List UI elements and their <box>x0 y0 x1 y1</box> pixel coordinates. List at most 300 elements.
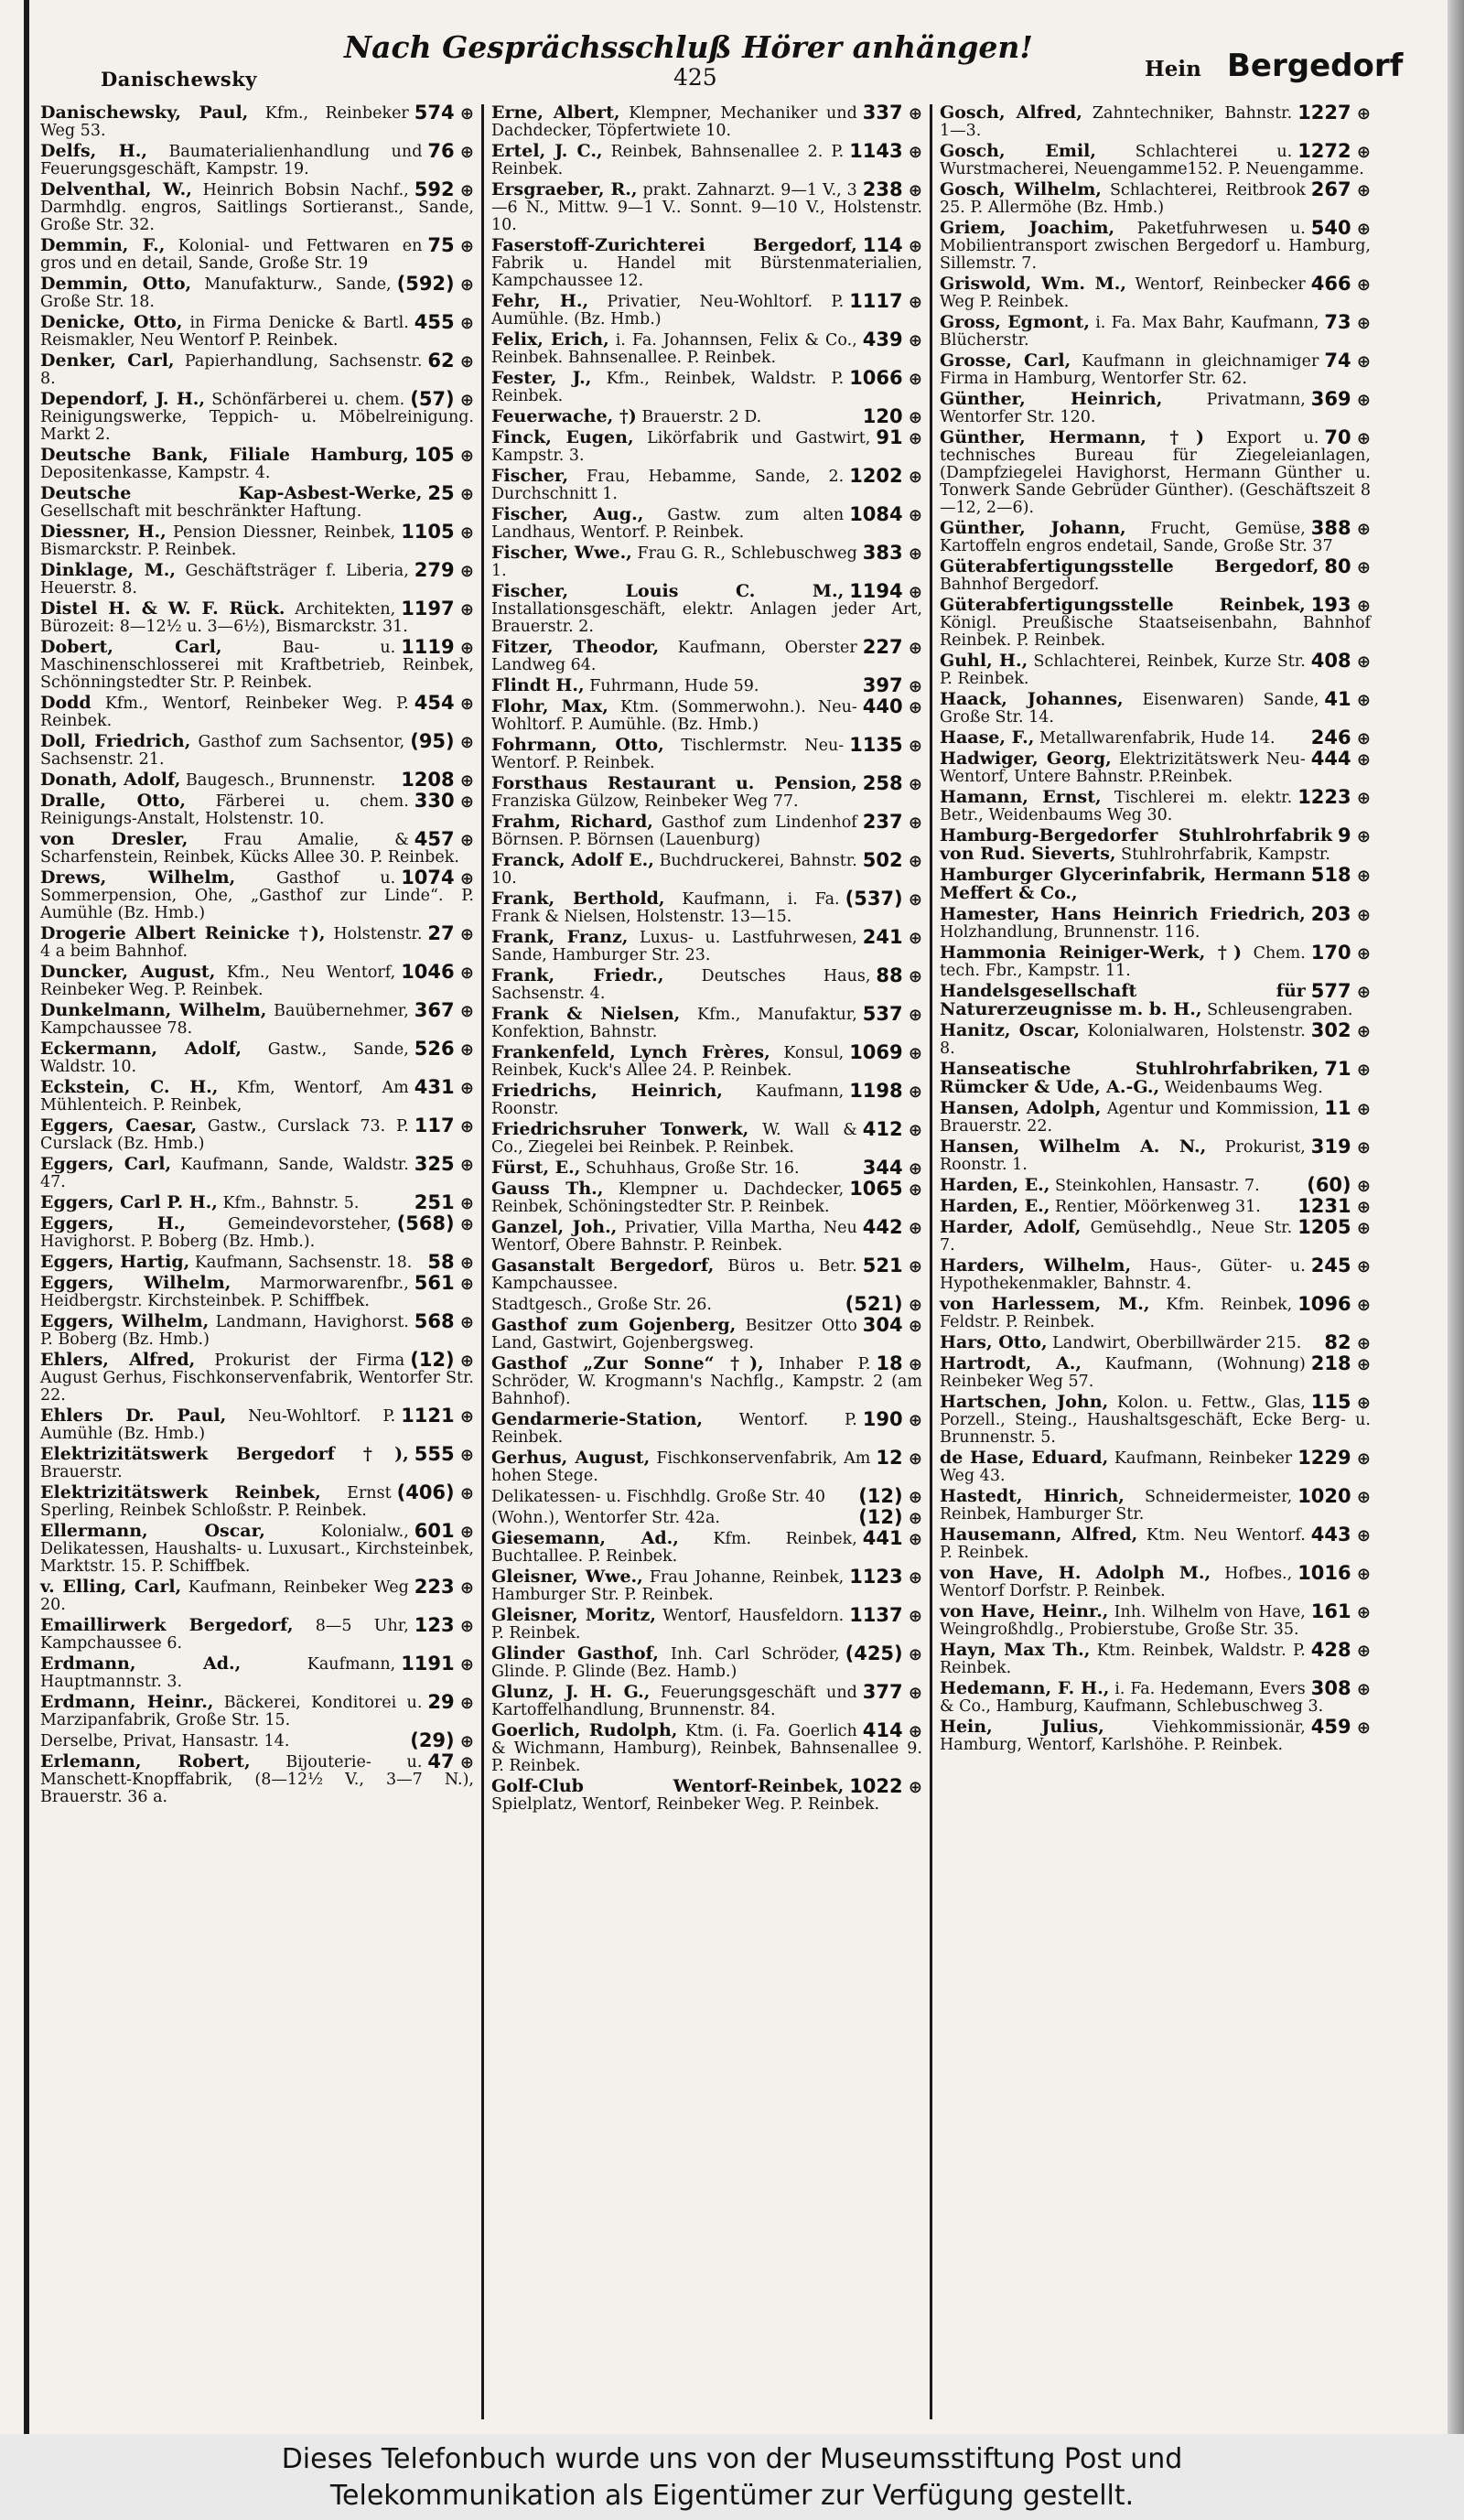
entry-name: Dodd <box>40 693 92 713</box>
directory-entry <box>491 964 922 1003</box>
directory-entry <box>40 178 474 234</box>
entry-name: Grosse, Carl, <box>940 350 1071 371</box>
entry-name: Günther, Heinrich, <box>940 389 1163 409</box>
entry-name: Fischer, Louis C. M., <box>491 581 845 601</box>
entry-details: Elektrizitätswerk Neu-Wentorf, Untere Bahnstr. P.Reinbek. <box>940 750 1306 786</box>
entry-details: Likörfabrik und Gastwirt, Kampstr. 3. <box>491 429 871 465</box>
directory-entry <box>40 771 474 790</box>
phone-number: 245 ⊕ <box>1306 1257 1371 1276</box>
entry-name: Gasanstalt Bergedorf, <box>491 1255 715 1276</box>
entry-details: Privatmann, Wentorfer Str. 120. <box>940 391 1306 426</box>
entry-name: Fohrmann, Otto, <box>491 735 664 755</box>
phone-number: 80 ⊕ <box>1319 558 1371 576</box>
phone-number: 412 ⊕ <box>857 1121 922 1139</box>
entry-details: Fischkonservenfabrik, Am hohen Stege. <box>491 1449 871 1485</box>
directory-entry <box>940 1019 1371 1058</box>
entry-name: Danischewsky, Paul, <box>40 104 249 123</box>
directory-entry <box>491 1568 922 1604</box>
directory-entry <box>491 503 922 542</box>
directory-entry <box>940 275 1371 311</box>
phone-number: (521) ⊕ <box>840 1296 922 1314</box>
phone-number: 325 ⊕ <box>409 1156 474 1174</box>
entry-details: Gasthof zum Sachsentor, Sachsenstr. 21. <box>40 733 405 769</box>
entry-details: Kfm., Neu Wentorf, Reinbeker Weg. P. Reinbek. <box>40 964 396 999</box>
directory-entry <box>491 1681 922 1719</box>
entry-name: Hars, Otto, <box>940 1332 1048 1352</box>
phone-number: 444 ⊕ <box>1306 750 1371 769</box>
entry-name: Gleisner, Moritz, <box>491 1605 656 1625</box>
directory-entry <box>940 352 1371 388</box>
directory-entry <box>940 1257 1371 1293</box>
phone-number: 203 ⊕ <box>1306 906 1371 924</box>
phone-number: 439 ⊕ <box>857 331 922 350</box>
entry-name: Doll, Friedrich, <box>40 731 191 751</box>
directory-entry <box>40 1481 474 1520</box>
phone-number: 241 ⊕ <box>857 929 922 947</box>
directory-entry <box>491 140 922 178</box>
phone-number: 238 ⊕ <box>857 181 922 199</box>
directory-entry <box>940 1097 1371 1136</box>
entry-name: Golf-Club Wentorf-Reinbek, <box>491 1776 845 1796</box>
entry-details: Pension Diessner, Reinbek, Bismarckstr. P. Reinbek. <box>40 523 396 559</box>
entry-details: Kaufmann, Reinbeker Weg 43. <box>940 1449 1293 1485</box>
phone-number: 408 ⊕ <box>1306 652 1371 671</box>
entry-name: Ersgraeber, R., <box>491 179 638 199</box>
directory-entry <box>40 1614 474 1653</box>
entry-details: Kfm., Reinbek, Waldstr. P. Reinbek. <box>491 370 845 405</box>
directory-entry <box>940 1391 1371 1447</box>
phone-number: 25 ⊕ <box>422 485 474 503</box>
entry-details: Papierhandlung, Sachsenstr. 8. <box>40 352 423 388</box>
entry-details: Tischlermstr. Neu-Wentorf. P. Reinbek. <box>491 737 845 772</box>
phone-number: 1117 ⊕ <box>844 293 922 311</box>
directory-entry <box>491 290 922 328</box>
directory-entry <box>491 1775 922 1814</box>
directory-entry <box>40 692 474 730</box>
entry-details: Privatier, Neu-Wohltorf. P. Aumühle. (Bz. Hmb.) <box>491 293 845 328</box>
phone-number: 466 ⊕ <box>1306 275 1371 294</box>
entry-name: Griswold, Wm. M., <box>940 274 1126 294</box>
entry-details: Feuerungsgeschäft und Kartoffelhandlung, Brunnenstr. 84. <box>491 1684 857 1719</box>
entry-details: Eisenwaren) Sande, Große Str. 14. <box>940 691 1319 727</box>
phone-number: 457 ⊕ <box>409 831 474 849</box>
entry-name: Franck, Adolf E., <box>491 850 654 870</box>
footer-note <box>0 2434 1464 2520</box>
directory-entry <box>40 104 474 140</box>
entry-details: Kfm. Reinbek, Buchtallee. P. Reinbek. <box>491 1530 857 1566</box>
entry-name: Elektrizitätswerk Reinbek, <box>40 1482 321 1502</box>
entry-name: Eckstein, C. H., <box>40 1077 219 1097</box>
entry-details: Ktm. Reinbek, Waldstr. P. Reinbek. <box>940 1642 1306 1677</box>
entry-details: Agentur und Kommission, Brauerstr. 22. <box>940 1100 1319 1136</box>
directory-entry <box>491 772 922 811</box>
phone-number: 377 ⊕ <box>857 1684 922 1702</box>
directory-entry <box>940 104 1371 140</box>
entry-details: Kolon. u. Fettw., Glas, Porzell., Steing., Haushaltsgeschäft, Ecke Berg- u. Brunnenstr. 5. <box>940 1394 1371 1447</box>
phone-number: 526 ⊕ <box>409 1040 474 1059</box>
phone-number: 71 ⊕ <box>1319 1061 1371 1079</box>
directory-entry <box>491 636 922 674</box>
entry-name: Fitzer, Theodor, <box>491 637 660 657</box>
entry-name: Hansen, Wilhelm A. N., <box>940 1136 1207 1157</box>
entry-details: Steinkohlen, Hansastr. 7. <box>1054 1177 1260 1195</box>
entry-name: Deutsche Kap-Asbest-Werke, <box>40 483 423 503</box>
entry-name: Giesemann, Ad., <box>491 1528 679 1548</box>
phone-number: 1022 ⊕ <box>844 1778 922 1796</box>
entry-name: Deutsche Bank, Filiale Hamburg, <box>40 445 409 465</box>
entry-details: Kaufmann, Oberster Landweg 64. <box>491 639 857 674</box>
entry-details: Frau, Hebamme, Sande, 2. Durchschnitt 1. <box>491 468 845 503</box>
directory-entry <box>40 1212 474 1251</box>
entry-details: Bijouterie- u. Manschett-Knopffabrik, (8—12½ V., 3—7 N.), Brauerstr. 36 a. <box>40 1753 474 1806</box>
entry-name: Hanitz, Oscar, <box>940 1020 1081 1040</box>
entry-name: Hamester, Hans Heinrich Friedrich, <box>940 904 1306 924</box>
entry-name: Dependorf, J. H., <box>40 389 206 409</box>
entry-name: Hausemann, Alfred, <box>940 1524 1138 1545</box>
entry-name: Gosch, Emil, <box>940 141 1097 161</box>
entry-name: Hamburg-Bergedorfer Stuhlrohrfabrik von Rud. Sieverts, <box>940 825 1333 864</box>
phone-number: 442 ⊕ <box>857 1219 922 1237</box>
entry-details: Zahntechniker, Bahnstr. 1—3. <box>940 104 1293 140</box>
entry-details: Privatier, Villa Martha, Neu Wentorf, Obere Bahnstr. P. Reinbek. <box>491 1219 857 1255</box>
entry-details: Marmorwarenfbr., Heidbergstr. Kirchsteinbek. P. Schiffbek. <box>40 1275 409 1310</box>
directory-entry <box>491 1506 922 1528</box>
directory-entry <box>940 388 1371 426</box>
entry-name: Gross, Egmont, <box>940 312 1090 332</box>
phone-number: (12) ⊕ <box>853 1509 922 1527</box>
entry-details: Gasthof zum Lindenhof Börnsen. P. Börnsen (Lauenburg) <box>491 813 857 849</box>
directory-entry <box>940 1058 1371 1097</box>
directory-entry <box>940 1174 1371 1196</box>
entry-details: Viehkommissionär, Hamburg, Wentorf, Karlshöhe. P. Reinbek. <box>940 1718 1306 1754</box>
directory-entry <box>491 465 922 503</box>
directory-entry <box>940 824 1371 864</box>
entry-details: Inh. Carl Schröder, Glinde. P. Glinde (Bez. Hamb.) <box>491 1645 840 1681</box>
page-number: 425 <box>673 64 717 91</box>
entry-name: Goerlich, Rudolph, <box>491 1720 678 1740</box>
entry-name: Demmin, F., <box>40 235 166 255</box>
entry-details: (Wohn.), Wentorfer Str. 42a. <box>491 1509 720 1527</box>
directory-entry <box>40 730 474 769</box>
entry-name: Flindt H., <box>491 675 585 695</box>
entry-details: Holstenstr. 4 a beim Bahnhof. <box>40 925 423 961</box>
entry-name: Haase, F., <box>940 727 1035 748</box>
entry-name: Haack, Johannes, <box>940 689 1124 709</box>
entry-name: Fürst, E., <box>491 1158 581 1178</box>
directory-entry <box>40 1691 474 1729</box>
phone-number: (95) ⊕ <box>404 733 474 751</box>
directory-entry <box>40 1272 474 1310</box>
entry-name: Friedrichsruher Tonwerk, <box>491 1119 749 1139</box>
phone-number: 75 ⊕ <box>422 237 474 255</box>
entry-details: Schlachterei u. Wurstmacherei, Neuengamme152. P. Neuengamme. <box>940 143 1364 178</box>
entry-name: Harders, Wilhelm, <box>940 1255 1132 1276</box>
phone-number: 1191 ⊕ <box>395 1655 474 1674</box>
phone-number: (592) ⊕ <box>392 275 474 294</box>
directory-entry <box>40 1251 474 1273</box>
entry-name: Distel H. & W. F. Rück. <box>40 598 285 619</box>
entry-name: Gasthof „Zur Sonne“ †), <box>491 1353 764 1373</box>
directory-entry <box>940 1600 1371 1639</box>
phone-number: 344 ⊕ <box>857 1159 922 1178</box>
phone-number: 1143 ⊕ <box>844 143 922 161</box>
directory-entry <box>40 1040 474 1076</box>
entry-name: Delventhal, W., <box>40 179 192 199</box>
phone-number: (12) ⊕ <box>404 1352 474 1370</box>
entry-details: Gastw., Sande, Waldstr. 10. <box>40 1040 409 1076</box>
entry-details: Haus-, Güter- u. Hypothekenmakler, Bahnstr. 4. <box>940 1257 1306 1293</box>
entry-details: Bauübernehmer, Kampchaussee 78. <box>40 1002 409 1038</box>
phone-number: 337 ⊕ <box>857 104 922 123</box>
entry-name: Erlemann, Robert, <box>40 1751 251 1772</box>
entry-name: Harden, E., <box>940 1175 1050 1195</box>
entry-name: v. Elling, Carl, <box>40 1577 182 1597</box>
entry-details: i. Fa. Max Bahr, Kaufmann, Blücherstr. <box>940 314 1319 350</box>
phone-number: 574 ⊕ <box>409 104 474 123</box>
entry-details: Kolonialw., Delikatessen, Haushalts- u. Luxusart., Kirchsteinbek, Marktstr. 15. P. Schiffbek. <box>40 1523 474 1576</box>
entry-details: Rentier, Möörkenweg 31. <box>1054 1198 1261 1216</box>
entry-name: Glinder Gasthof, <box>491 1643 659 1664</box>
phone-number: 308 ⊕ <box>1306 1680 1371 1698</box>
entry-details: Wentorf, Reinbecker Weg P. Reinbek. <box>940 275 1306 311</box>
entry-details: Gemeindevorsteher, Havighorst. P. Boberg (Bz. Hmb.). <box>40 1215 392 1251</box>
directory-entry <box>491 813 922 849</box>
directory-entry <box>491 426 922 465</box>
entry-name: Fischer, Wwe., <box>491 543 632 563</box>
phone-number: 27 ⊕ <box>422 925 474 943</box>
phone-number: 1121 ⊕ <box>395 1407 474 1426</box>
directory-entry <box>40 523 474 559</box>
entry-name: Elektrizitätswerk Bergedorf †), <box>40 1444 409 1464</box>
entry-details: Gasthof u. Sommerpension, Ohe, „Gasthof zur Linde“. P. Aumühle (Bz. Hmb.) <box>40 869 474 922</box>
directory-entry <box>940 729 1371 748</box>
entry-details: Kfm., Bahnstr. 5. <box>222 1194 360 1212</box>
phone-number: 223 ⊕ <box>409 1578 474 1597</box>
header-town: Bergedorf <box>1227 48 1404 84</box>
phone-number: 237 ⊕ <box>857 813 922 832</box>
entry-name: Hammonia Reiniger-Werk, †) <box>940 942 1242 963</box>
entry-details: Installationsgeschäft, elektr. Anlagen jeder Art, Brauerstr. 2. <box>491 600 922 636</box>
directory-entry <box>940 1718 1371 1754</box>
phone-number: 1198 ⊕ <box>844 1082 922 1101</box>
entry-name: Erdmann, Heinr., <box>40 1692 214 1712</box>
directory-columns <box>33 104 1378 2419</box>
entry-details: Bäckerei, Konditorei u. Marzipanfabrik, Große Str. 15. <box>40 1694 423 1729</box>
entry-name: Denker, Carl, <box>40 350 175 371</box>
entry-name: Dralle, Otto, <box>40 791 186 811</box>
entry-details: prakt. Zahnarzt. 9—1 V., 3—6 N., Mittw. 9—1 V.. Sonnt. 9—10 V., Holstenstr. 10. <box>491 181 922 234</box>
phone-number: 9 ⊕ <box>1332 827 1371 845</box>
phone-number: 1229 ⊕ <box>1292 1449 1371 1468</box>
entry-details: Kfm, Wentorf, Am Mühlenteich. P. Reinbek, <box>40 1079 409 1115</box>
directory-entry <box>491 1082 922 1118</box>
directory-entry <box>491 1293 922 1315</box>
directory-entry <box>40 922 474 961</box>
entry-details: Holzhandlung, Brunnenstr. 116. <box>940 923 1200 942</box>
phone-number: 1065 ⊕ <box>844 1180 922 1199</box>
entry-name: Eggers, Caesar, <box>40 1115 198 1136</box>
phone-number: 258 ⊕ <box>857 775 922 793</box>
entry-details: Schuhhaus, Große Str. 16. <box>585 1159 800 1178</box>
directory-entry <box>491 367 922 405</box>
entry-details: Luxus- u. Lastfuhrwesen, Sande, Hamburger Str. 23. <box>491 929 857 964</box>
entry-name: Güterabfertigungsstelle Bergedorf, <box>940 556 1319 576</box>
phone-number: 414 ⊕ <box>857 1722 922 1740</box>
phone-number: 1272 ⊕ <box>1292 143 1371 161</box>
directory-entry <box>491 234 922 290</box>
phone-number: 302 ⊕ <box>1306 1022 1371 1040</box>
directory-entry <box>40 828 474 867</box>
phone-number: 428 ⊕ <box>1306 1642 1371 1660</box>
directory-entry <box>40 1191 474 1213</box>
entry-details: Hofbes., Wentorf Dorfstr. P. Reinbek. <box>940 1565 1293 1600</box>
directory-entry <box>40 444 474 482</box>
entry-details: i. Fa. Johannsen, Felix & Co., Reinbek. Bahnsenallee. P. Reinbek. <box>491 331 857 367</box>
phone-number: 251 ⊕ <box>409 1194 474 1212</box>
entry-details: Chem. tech. Fbr., Kampstr. 11. <box>940 944 1306 980</box>
entry-name: Gosch, Wilhelm, <box>940 179 1102 199</box>
entry-name: Günther, Johann, <box>940 518 1126 538</box>
entry-details: Konsul, Reinbek, Kuck's Allee 24. P. Reinbek. <box>491 1044 845 1080</box>
entry-details: Kaufmann in gleichnamiger Firma in Hamburg, Wentorfer Str. 62. <box>940 352 1319 388</box>
entry-details: Kfm., Reinbeker Weg 53. <box>40 104 409 140</box>
entry-name: Eggers, Wilhelm, <box>40 1273 231 1293</box>
directory-entry <box>491 1449 922 1485</box>
entry-name: von Have, Heinr., <box>940 1601 1109 1621</box>
entry-details: Kolonialwaren, Holstenstr. 8. <box>940 1022 1306 1058</box>
directory-entry <box>491 695 922 734</box>
entry-name: Fischer, Aug., <box>491 504 644 524</box>
entry-name: Flohr, Max, <box>491 696 608 716</box>
entry-name: de Hase, Eduard, <box>940 1448 1109 1468</box>
phone-number: 190 ⊕ <box>857 1411 922 1429</box>
directory-entry <box>40 311 474 350</box>
directory-entry <box>940 1526 1371 1562</box>
phone-number: 540 ⊕ <box>1306 220 1371 238</box>
entry-details: Prokurist, Roonstr. 1. <box>940 1138 1306 1174</box>
entry-name: Eggers, H., <box>40 1213 186 1233</box>
directory-entry <box>940 1293 1371 1331</box>
phone-number: 267 ⊕ <box>1306 181 1371 199</box>
phone-number: 431 ⊕ <box>409 1079 474 1097</box>
directory-entry <box>40 388 474 444</box>
phone-number: 58 ⊕ <box>422 1254 474 1272</box>
entry-details: Inh. Wilhelm von Have, Weingroßhdlg., Probierstube, Große Str. 35. <box>940 1603 1306 1639</box>
directory-entry <box>940 688 1371 727</box>
directory-entry <box>40 1076 474 1115</box>
entry-name: Ehlers, Alfred, <box>40 1350 196 1370</box>
entry-name: Eggers, Hartig, <box>40 1252 190 1272</box>
entry-name: Dunkelmann, Wilhelm, <box>40 1000 267 1020</box>
entry-details: Deutsches Haus, Sachsenstr. 4. <box>491 967 871 1003</box>
entry-details: Depositenkasse, Kampstr. 4. <box>40 464 271 482</box>
phone-number: 1123 ⊕ <box>844 1568 922 1587</box>
entry-name: Friedrichs, Heinrich, <box>491 1081 723 1101</box>
entry-name: Guhl, H., <box>940 651 1028 671</box>
entry-name: Fischer, <box>491 466 569 486</box>
phone-number: 455 ⊕ <box>409 314 474 332</box>
directory-entry <box>491 926 922 964</box>
entry-details: Königl. Preußische Staatseisenbahn, Bahnhof Reinbek. P. Reinbek. <box>940 614 1371 650</box>
directory-entry <box>491 1408 922 1447</box>
entry-name: Harden, E., <box>940 1196 1050 1216</box>
entry-details: Tischlerei m. elektr. Betr., Weidenbaums Weg 30. <box>940 789 1293 824</box>
directory-entry <box>491 1003 922 1041</box>
phone-number: 1105 ⊕ <box>395 523 474 542</box>
directory-entry <box>40 792 474 828</box>
directory-entry <box>940 1639 1371 1677</box>
entry-name: Drews, Wilhelm, <box>40 867 236 888</box>
entry-details: Frau Amalie, & Scharfenstein, Reinbek, Kücks Allee 30. P. Reinbek. <box>40 831 459 867</box>
phone-number: 1066 ⊕ <box>844 370 922 388</box>
entry-details: Bahnhof Bergedorf. <box>940 576 1100 594</box>
directory-entry <box>40 636 474 692</box>
entry-name: Diessner, H., <box>40 522 167 542</box>
directory-entry <box>491 1041 922 1080</box>
phone-number: 537 ⊕ <box>857 1006 922 1024</box>
directory-entry <box>40 1349 474 1405</box>
entry-name: Hartschen, John, <box>940 1392 1109 1412</box>
directory-entry <box>40 559 474 598</box>
phone-number: 1096 ⊕ <box>1292 1296 1371 1314</box>
entry-name: Günther, Hermann, †) <box>940 427 1205 447</box>
entry-details: Heinrich Bobsin Nachf., Darmhdlg. engros, Saitlings Sortieranst., Sande, Große Str. 32. <box>40 181 474 234</box>
entry-details: Frucht, Gemüse, Kartoffeln engros endetail, Sande, Große Str. 37 <box>940 520 1333 555</box>
directory-entry <box>940 1485 1371 1524</box>
phone-number: 555 ⊕ <box>409 1446 474 1464</box>
entry-name: Gasthof zum Gojenberg, <box>491 1315 737 1335</box>
phone-number: 441 ⊕ <box>857 1530 922 1548</box>
entry-details: Kaufmann, Hauptmannstr. 3. <box>40 1655 396 1691</box>
entry-name: Fester, J., <box>491 368 592 388</box>
directory-entry <box>40 1750 474 1806</box>
entry-details: Frau Johanne, Reinbek, Hamburger Str. P. Reinbek. <box>491 1568 845 1604</box>
phone-number: 91 ⊕ <box>870 429 922 447</box>
phone-number: 1074 ⊕ <box>395 869 474 888</box>
page-header <box>33 26 1404 99</box>
entry-name: Emaillirwerk Bergedorf, <box>40 1615 294 1635</box>
entry-name: Hamann, Ernst, <box>940 787 1102 807</box>
footer-line-1: Dieses Telefonbuch wurde uns von der Museumsstiftung Post und <box>281 2443 1183 2475</box>
directory-entry <box>491 328 922 367</box>
phone-number: 601 ⊕ <box>409 1523 474 1541</box>
phone-number: 440 ⊕ <box>857 698 922 716</box>
entry-name: Glunz, J. H. G., <box>491 1682 651 1702</box>
directory-entry <box>40 1578 474 1614</box>
entry-name: von Dresler, <box>40 829 188 849</box>
phone-number: 367 ⊕ <box>409 1002 474 1020</box>
directory-entry <box>491 1257 922 1293</box>
entry-details: Kaufmann, Sachsenstr. 18. <box>194 1254 413 1272</box>
phone-number: 47 ⊕ <box>422 1753 474 1772</box>
entry-name: Hein, Julius, <box>940 1717 1104 1737</box>
entry-name: Frankenfeld, Lynch Frères, <box>491 1042 770 1062</box>
phone-number: 1137 ⊕ <box>844 1607 922 1625</box>
phone-number: 161 ⊕ <box>1306 1603 1371 1621</box>
entry-name: Ehlers Dr. Paul, <box>40 1405 227 1426</box>
entry-name: Fehr, H., <box>491 291 589 311</box>
entry-name: Ertel, J. C., <box>491 141 603 161</box>
directory-entry <box>940 1138 1371 1174</box>
entry-name: Faserstoff-Zurichterei Bergedorf, <box>491 235 857 255</box>
entry-details: Baugesch., Brunnenstr. <box>185 771 376 790</box>
entry-name: Griem, Joachim, <box>940 218 1115 238</box>
entry-details: Besitzer Otto Land, Gastwirt, Gojenbergsweg. <box>491 1317 857 1352</box>
entry-details: Schneidermeister, Reinbek, Hamburger Str. <box>940 1488 1293 1524</box>
phone-number: 120 ⊕ <box>857 408 922 426</box>
entry-name: Frank, Franz, <box>491 927 629 947</box>
directory-entry <box>40 1655 474 1691</box>
